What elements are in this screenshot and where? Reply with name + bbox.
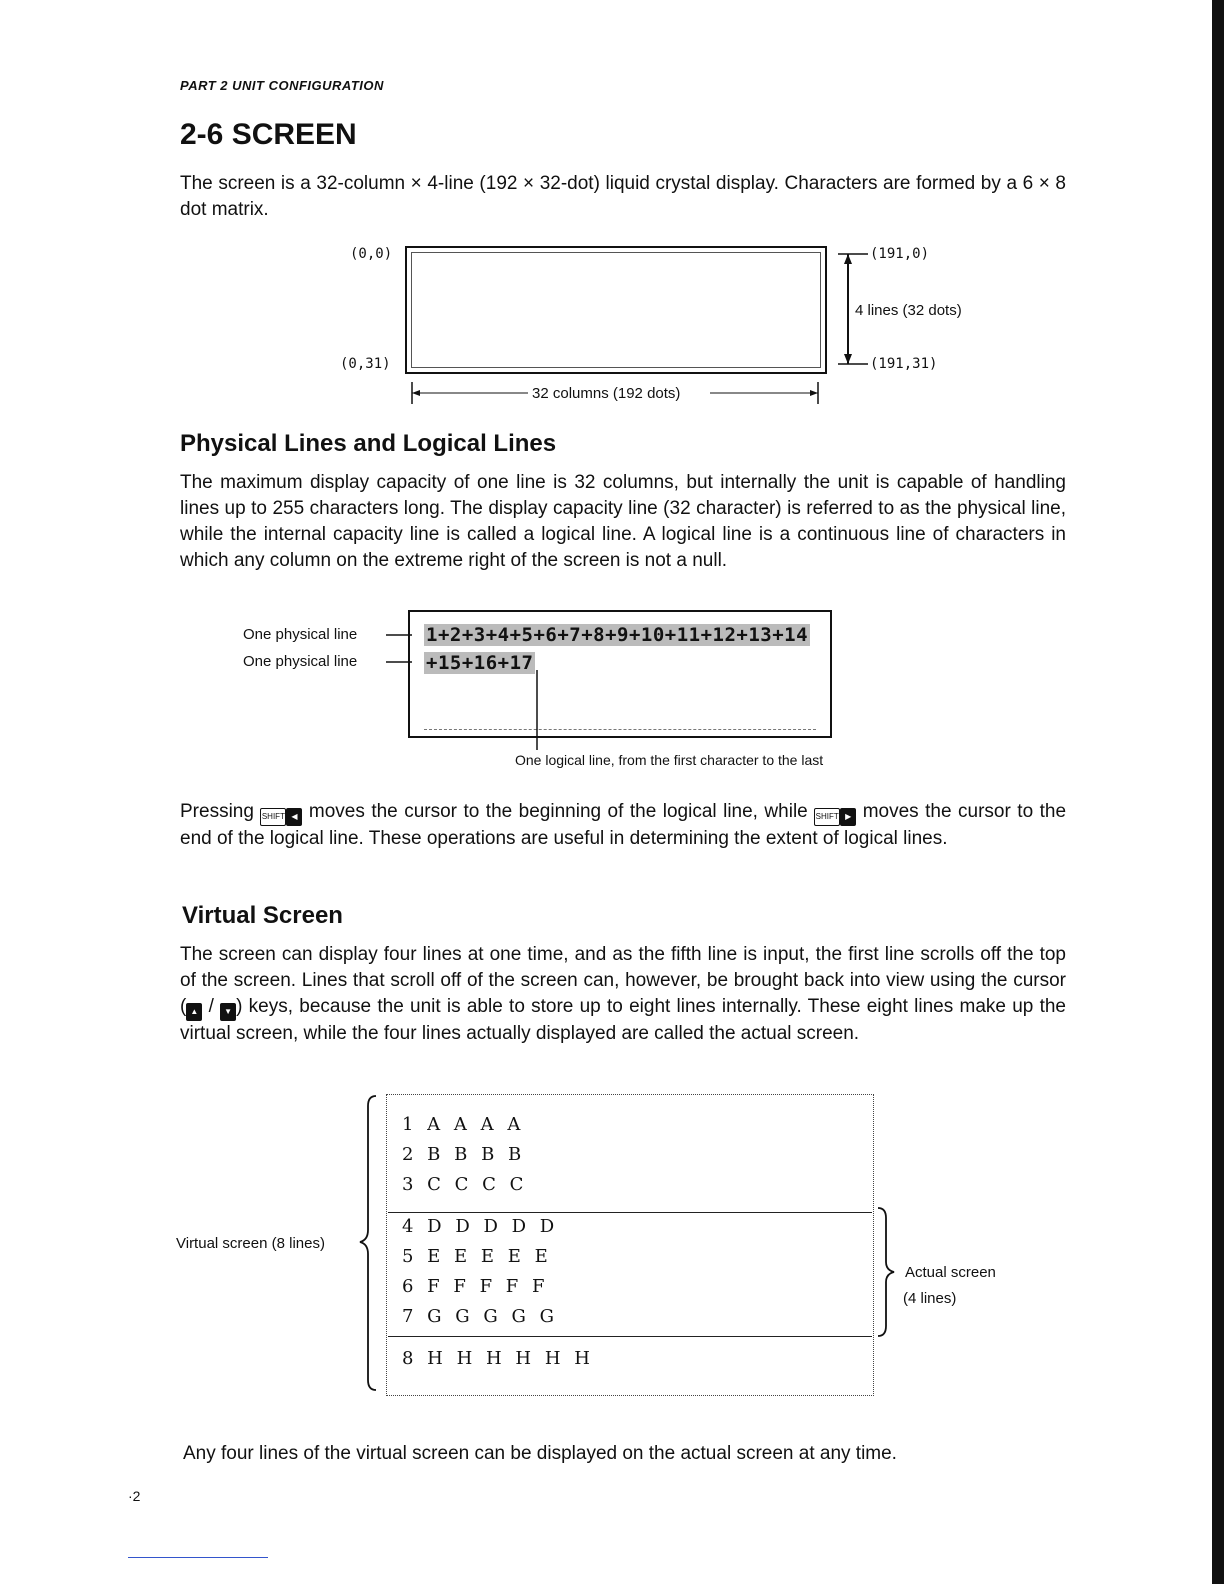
closing-paragraph: Any four lines of the virtual screen can be displayed on the actual screen at any time. xyxy=(183,1443,897,1464)
virtual-line-4: 4 D D D D D xyxy=(402,1216,559,1237)
right-cursor-key-icon: ▶ xyxy=(840,808,856,826)
running-header: PART 2 UNIT CONFIGURATION xyxy=(180,78,384,93)
physical-line-label-2: One physical line xyxy=(243,653,358,670)
lcd-physical-line-2: +15+16+17 xyxy=(426,652,534,674)
actual-screen-brace xyxy=(874,1204,900,1344)
lcd-outline xyxy=(405,246,827,374)
cursor-keys-paragraph: Pressing SHIFT ◀ moves the cursor to the beginning of the logical line, while SHIFT ▶ moves the cursor to the end of the logical line. These operations are useful in determining the extent of logical lines. xyxy=(180,801,1067,849)
shift-key-icon-2: SHIFT xyxy=(814,808,840,826)
lcd-bottom-line xyxy=(424,729,816,730)
virtual-screen-label: Virtual screen (8 lines) xyxy=(176,1235,325,1252)
physical-logical-paragraph: The maximum display capacity of one line is 32 columns, but internally the unit is capable of handling lines up to 255 characters long. The display capacity line (32 character) is referred to as the physical line, while the internal capacity line is called a logical line. A logical line is a continuous line of characters in which any column on the extreme right of the screen is not a null. xyxy=(180,472,1066,571)
actual-screen-lines-label: (4 lines) xyxy=(903,1290,957,1307)
down-cursor-key-icon: ▼ xyxy=(220,1003,236,1021)
coord-top-left: (0,0) xyxy=(350,246,393,262)
logical-line-figure xyxy=(240,610,940,775)
actual-screen-bottom-line xyxy=(388,1336,872,1337)
columns-dimension-label: 32 columns (192 dots) xyxy=(532,385,681,402)
page-edge-bar xyxy=(1212,0,1224,1584)
virtual-line-7: 7 G G G G G xyxy=(402,1306,558,1327)
actual-screen-label: Actual screen xyxy=(905,1264,996,1281)
intro-paragraph: The screen is a 32-column × 4-line (192 × 32-dot) liquid crystal display. Characters are formed by a 6 × 8 dot matrix. xyxy=(180,173,1066,220)
left-cursor-key-icon: ◀ xyxy=(286,808,302,826)
virtual-line-3: 3 C C C C xyxy=(402,1174,528,1195)
up-cursor-key-icon: ▲ xyxy=(186,1003,202,1021)
virtual-screen-brace xyxy=(358,1090,384,1400)
shift-key-icon: SHIFT xyxy=(260,808,286,826)
lines-dimension-label: 4 lines (32 dots) xyxy=(855,302,962,319)
actual-screen-top-line xyxy=(388,1212,872,1213)
lcd-physical-line-1: 1+2+3+4+5+6+7+8+9+10+11+12+13+14 xyxy=(426,624,809,646)
page-number: ·2 xyxy=(128,1488,141,1504)
virtual-screen-paragraph: The screen can display four lines at one time, and as the fifth line is input, the first line scrolls off the top of the screen. Lines that scroll off of the screen can, however, be brought back into view using the cursor ( ▲ / ▼ ) keys, because the unit is able to store up to eight lines internally. These eight lines make up the virtual screen, while the four lines actually displayed are called the actual screen. xyxy=(180,944,1066,1044)
coord-top-right: (191,0) xyxy=(870,246,930,262)
lcd-example-screen xyxy=(408,610,832,738)
virtual-screen-figure xyxy=(170,1090,1050,1400)
physical-line-label-1: One physical line xyxy=(243,626,358,643)
section-title-virtual-screen: Virtual Screen xyxy=(182,902,343,929)
coord-bottom-right: (191,31) xyxy=(870,356,938,372)
section-title-physical-logical: Physical Lines and Logical Lines xyxy=(180,430,557,457)
footer-rule xyxy=(128,1557,268,1558)
virtual-line-6: 6 F F F F F xyxy=(402,1276,549,1297)
coord-bottom-left: (0,31) xyxy=(340,356,391,372)
virtual-line-8: 8 H H H H H H xyxy=(402,1348,594,1369)
page-title: 2-6 SCREEN xyxy=(180,118,357,151)
virtual-line-2: 2 B B B B xyxy=(402,1144,526,1165)
virtual-line-5: 5 E E E E E xyxy=(402,1246,552,1267)
virtual-line-1: 1 A A A A xyxy=(402,1114,525,1135)
lcd-inner-frame xyxy=(411,252,821,368)
logical-line-caption: One logical line, from the first character to the last xyxy=(515,752,824,768)
screen-coordinates-figure xyxy=(330,240,1010,410)
caption-leader-line xyxy=(532,670,542,752)
